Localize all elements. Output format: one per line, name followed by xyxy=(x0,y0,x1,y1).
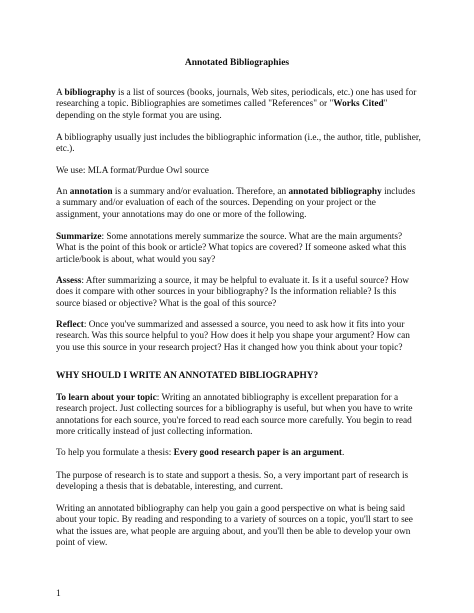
term-works-cited: Works Cited xyxy=(333,99,384,110)
text: includes a summary and/or evaluation of each of the sources. Depending on your project or the assignment, your annotations may do one or more of the following. xyxy=(56,187,416,220)
term-annotated-bibliography: annotated bibliography xyxy=(288,187,382,197)
section-heading: WHY SHOULD I WRITE AN ANNOTATED BIBLIOGRAPHY? xyxy=(56,371,319,381)
text: An xyxy=(56,187,70,197)
text: To help you formulate a thesis: xyxy=(56,448,174,458)
page-title: Annotated Bibliographies xyxy=(184,58,290,68)
text: : Writing an annotated bibliography is excellent preparation for a research project. Just collecting sources for a bibliography is useful, but when you have to write annotations for each source, you're forced to read each source more carefully. You begin to read more critically instead of just collecting information. xyxy=(56,393,413,437)
text: : Some annotations merely summarize the source. What are the main arguments? What is the point of this book or article? What topics are covered? If someone asked what this article/book is about, what would you say? xyxy=(56,232,407,265)
paragraph-thesis xyxy=(56,448,421,459)
term-bibliography: bibliography xyxy=(64,88,116,98)
text: : After summarizing a source, it may be helpful to evaluate it. Is it a useful source? How does it compare with other sources in your bibliography? Is the information reliable? Is this source biased or objective? What is the goal of this source? xyxy=(56,276,409,309)
paragraph-annotation-definition xyxy=(56,187,421,221)
text: . xyxy=(341,448,345,458)
paragraph-perspective: Writing an annotated bibliography can help you gain a good perspective on what is being said about your topic. By reading and responding to a variety of sources on a topic, you'll start to see what the issues are, what people are arguing about, and you'll then be able to develop your own point of view. xyxy=(56,504,413,548)
term-argument: Every good research paper is an argument xyxy=(173,448,342,458)
text: " depending on the style format you are using. xyxy=(56,99,388,121)
text: : Once you've summarized and assessed a source, you need to ask how it fits into your research. Was this source helpful to you? How does it help you shape your argument? How can you use this source in your research project? Has it changed how you think about your topic? xyxy=(56,320,410,353)
text: is a summary and/or evaluation. Therefore, an xyxy=(112,187,289,197)
page-number: 1 xyxy=(56,589,61,599)
term-learn-topic: To learn about your topic xyxy=(56,393,157,403)
term-assess: Assess xyxy=(56,276,82,286)
paragraph-bibliographic-info: A bibliography usually just includes the bibliographic information (i.e., the author, title, publisher, etc.). xyxy=(56,133,421,155)
paragraph-format: We use: MLA format/Purdue Owl source xyxy=(56,166,209,176)
text: A xyxy=(56,88,65,98)
term-annotation: annotation xyxy=(69,187,113,197)
term-summarize: Summarize xyxy=(56,232,102,242)
term-reflect: Reflect xyxy=(56,320,84,330)
text: is a list of sources (books, journals, Web sites, periodicals, etc.) one has used for researching a topic. Bibliographies are sometimes called "References" or " xyxy=(56,88,417,110)
paragraph-summarize xyxy=(56,232,421,266)
paragraph-reflect xyxy=(56,320,421,354)
paragraph-bibliography-definition xyxy=(56,88,421,122)
paragraph-assess xyxy=(56,276,421,310)
paragraph-purpose: The purpose of research is to state and support a thesis. So, a very important part of research is developing a thesis that is debatable, interesting, and current. xyxy=(56,471,409,493)
paragraph-learn-topic xyxy=(56,393,421,438)
